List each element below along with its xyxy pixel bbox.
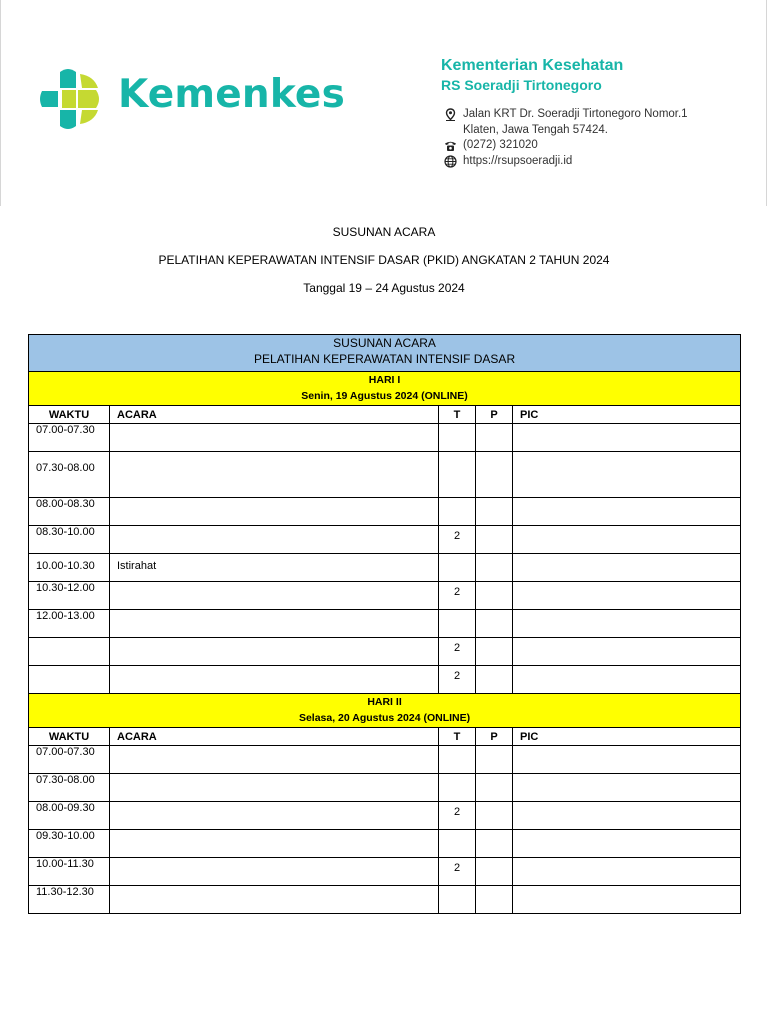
globe-icon [443,155,458,168]
cell-acara [110,498,439,526]
table-row [29,452,741,498]
day-date: Senin, 19 Agustus 2024 (ONLINE) [301,390,468,402]
col-p: P [476,406,513,424]
cell-waktu: 12.00-13.00 [29,610,110,638]
day-title: HARI I [368,374,401,386]
cell-pic [513,830,741,858]
doc-title: SUSUNAN ACARA [332,225,436,239]
cell-p [476,582,513,610]
table-row [29,666,741,694]
col-pic: PIC [513,406,741,424]
cell-acara [110,424,439,452]
cell-pic [513,498,741,526]
table-title-cell [29,335,741,372]
phone-number: (0272) 321020 [463,139,538,151]
col-t: T [439,728,476,746]
cell-pic [513,610,741,638]
brand-wordmark: Kemenkes [118,72,345,117]
cell-acara [110,666,439,694]
cell-acara [110,610,439,638]
cell-pic [513,774,741,802]
table-row [29,858,741,886]
col-acara: ACARA [110,728,439,746]
contact-block [443,107,688,169]
table-row [29,554,741,582]
cell-acara [110,638,439,666]
org-subtitle: RS Soeradji Tirtonegoro [441,77,602,93]
day-header-row [29,372,741,406]
cell-pic [513,858,741,886]
day-header-cell [29,372,741,406]
table-row [29,610,741,638]
table-subtitle: PELATIHAN KEPERAWATAN INTENSIF DASAR [253,352,516,366]
day-title: HARI II [367,696,402,708]
cell-p [476,554,513,582]
cell-p [476,452,513,498]
cell-pic [513,554,741,582]
cell-acara [110,886,439,914]
cell-p [476,498,513,526]
col-waktu: WAKTU [29,728,110,746]
kemenkes-logo-icon [38,66,104,132]
cell-acara [110,582,439,610]
col-waktu: WAKTU [29,406,110,424]
cell-t: 2 [439,526,476,554]
table-row [29,746,741,774]
cell-t [439,886,476,914]
cell-waktu: 08.00-08.30 [29,498,110,526]
org-block [441,56,623,94]
table-title: SUSUNAN ACARA [333,336,436,350]
table-row [29,424,741,452]
org-name: Kementerian Kesehatan [441,57,624,74]
address-line-2: Klaten, Jawa Tengah 57424. [463,123,608,136]
cell-t [439,452,476,498]
cell-p [476,886,513,914]
cell-t [439,774,476,802]
column-header-row [29,728,741,746]
cell-acara [110,802,439,830]
cell-pic [513,802,741,830]
cell-t [439,424,476,452]
cell-waktu: 09.30-10.00 [29,830,110,858]
website-line [443,154,688,170]
cell-waktu: 07.00-07.30 [29,746,110,774]
cell-pic [513,666,741,694]
doc-subtitle: PELATIHAN KEPERAWATAN INTENSIF DASAR (PKID) ANGKATAN 2 TAHUN 2024 [158,253,610,267]
cell-t [439,746,476,774]
table-row [29,802,741,830]
col-acara: ACARA [110,406,439,424]
cell-waktu: 07.30-08.00 [29,774,110,802]
address-line [443,107,688,123]
website-link[interactable]: https://rsupsoeradji.id [463,154,573,167]
cell-pic [513,526,741,554]
cell-p [476,830,513,858]
cell-acara [110,774,439,802]
cell-acara [110,452,439,498]
location-pin-icon [443,108,458,121]
cell-waktu: 08.30-10.00 [29,526,110,554]
table-row [29,830,741,858]
cell-t: 2 [439,858,476,886]
cell-acara [110,830,439,858]
phone-line [443,138,688,154]
cell-waktu [29,638,110,666]
cell-p [476,774,513,802]
column-header-row [29,406,741,424]
letterhead-frame [0,0,767,206]
schedule-table [28,334,741,914]
cell-t: 2 [439,638,476,666]
cell-waktu: 11.30-12.30 [29,886,110,914]
table-row [29,774,741,802]
cell-p [476,802,513,830]
cell-waktu: 07.00-07.30 [29,424,110,452]
cell-waktu: 10.00-11.30 [29,858,110,886]
table-title-row [29,335,741,372]
cell-p [476,746,513,774]
cell-p [476,858,513,886]
col-t: T [439,406,476,424]
table-row [29,498,741,526]
col-pic: PIC [513,728,741,746]
cell-pic [513,582,741,610]
cell-waktu: 10.00-10.30 [29,554,110,582]
doc-date: Tanggal 19 – 24 Agustus 2024 [303,281,465,295]
table-row [29,582,741,610]
cell-pic [513,886,741,914]
cell-t: 2 [439,666,476,694]
cell-p [476,638,513,666]
cell-t [439,498,476,526]
day-header-row [29,694,741,728]
cell-t [439,554,476,582]
phone-icon [443,139,458,152]
cell-p [476,424,513,452]
cell-waktu [29,666,110,694]
cell-p [476,610,513,638]
cell-waktu: 08.00-09.30 [29,802,110,830]
cell-acara [110,526,439,554]
cell-pic [513,424,741,452]
cell-t [439,610,476,638]
cell-p [476,666,513,694]
table-row [29,526,741,554]
table-row [29,638,741,666]
address-line-1: Jalan KRT Dr. Soeradji Tirtonegoro Nomor.1 [463,108,688,120]
cell-p [476,526,513,554]
cell-waktu: 10.30-12.00 [29,582,110,610]
cell-acara: Istirahat [110,554,439,582]
cell-acara [110,746,439,774]
cell-pic [513,746,741,774]
day-header-cell [29,694,741,728]
day-date: Selasa, 20 Agustus 2024 (ONLINE) [298,712,471,724]
cell-pic [513,638,741,666]
cell-pic [513,452,741,498]
table-row [29,886,741,914]
cell-acara [110,858,439,886]
cell-t: 2 [439,582,476,610]
cell-waktu: 07.30-08.00 [29,452,110,498]
cell-t [439,830,476,858]
cell-t: 2 [439,802,476,830]
col-p: P [476,728,513,746]
